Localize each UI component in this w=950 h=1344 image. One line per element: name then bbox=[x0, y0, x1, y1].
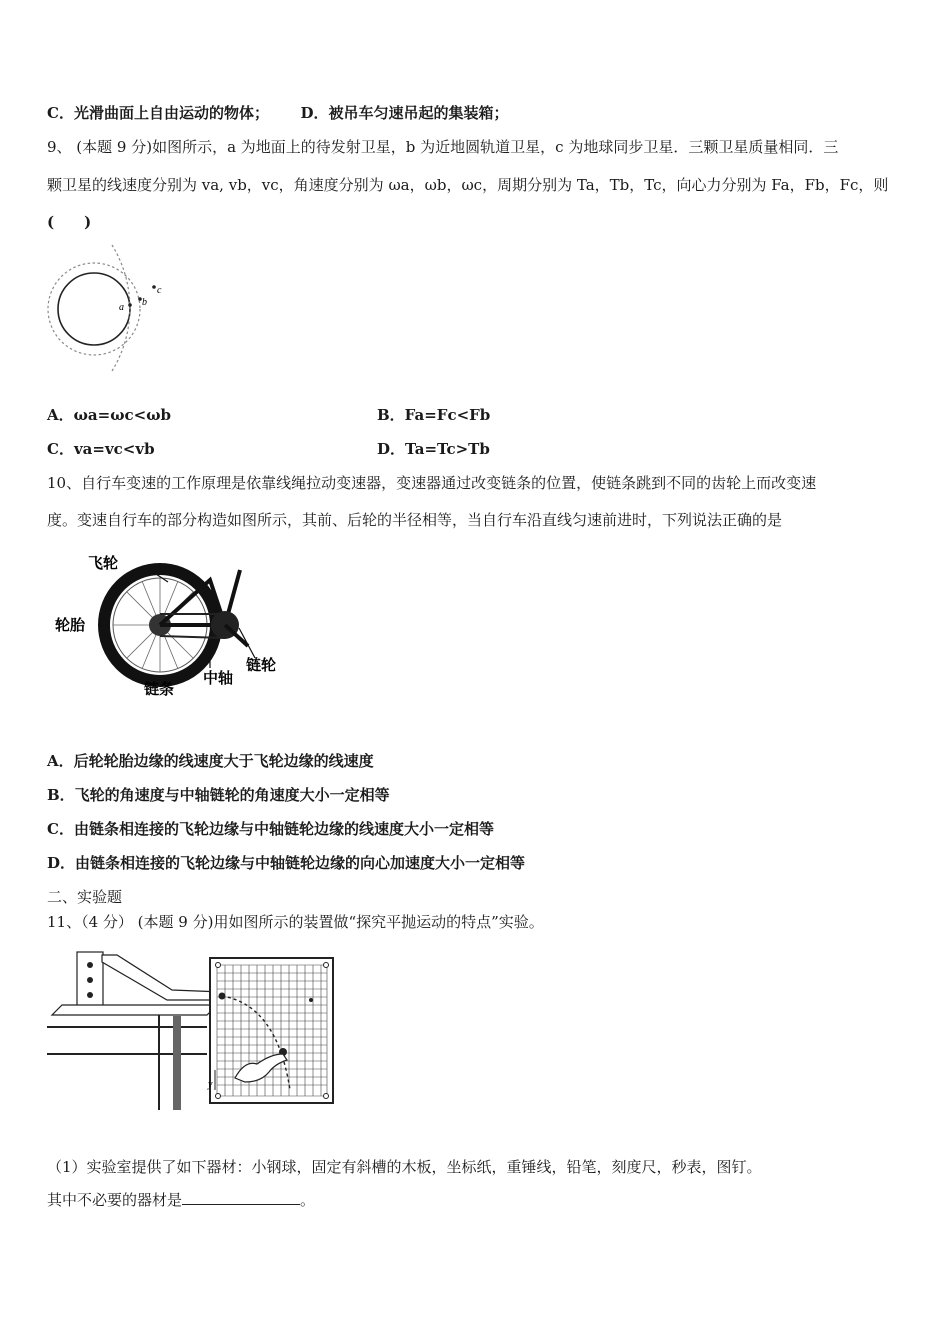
bicycle-figure bbox=[50, 550, 300, 700]
q10-option-c: C．由链条相连接的飞轮边缘与中轴链轮边缘的线速度大小一定相等 bbox=[47, 820, 494, 838]
label-chain: 链条 bbox=[144, 680, 175, 698]
label-tire: 轮胎 bbox=[55, 616, 86, 634]
section-title-experiment: 二、实验题 bbox=[47, 888, 123, 906]
inclined-trough bbox=[102, 955, 222, 1000]
q9-stem-line2: 颗卫星的线速度分别为 va, vb，vc，角速度分别为 ωa，ωb，ωc，周期分别为 Ta，Tb，Tc，向心力分别为 Fa，Fb，Fc，则 bbox=[47, 176, 889, 194]
label-y-axis: y bbox=[208, 1079, 213, 1090]
post bbox=[173, 1016, 181, 1110]
projectile-apparatus-figure bbox=[47, 950, 337, 1115]
q9-option-b: B．Fa=Fc<Fb bbox=[377, 406, 491, 424]
q8-option-row bbox=[47, 103, 509, 123]
label-flywheel: 飞轮 bbox=[88, 554, 119, 572]
q11-stem: 11、（4 分） (本题 9 分)用如图所示的装置做“探究平抛运动的特点”实验。 bbox=[47, 913, 544, 931]
q9-stem-line1: 9、 (本题 9 分)如图所示，a 为地面上的待发射卫星，b 为近地圆轨道卫星，c 为地球同步卫星．三颗卫星质量相同．三 bbox=[47, 138, 839, 156]
q10-option-a: A．后轮轮胎边缘的线速度大于飞轮边缘的线速度 bbox=[47, 752, 374, 770]
q11-part1: （1）实验室提供了如下器材：小钢球，固定有斜槽的木板，坐标纸，重锤线，铅笔，刻度尺，秒表，图钉。 bbox=[47, 1158, 762, 1176]
q11-question-suffix: 。 bbox=[300, 1191, 316, 1209]
table-rail bbox=[47, 1026, 207, 1028]
mark-dot bbox=[309, 998, 313, 1002]
near-earth-orbit bbox=[48, 263, 140, 355]
q8-option-d: D．被吊车匀速吊起的集装箱； bbox=[300, 104, 509, 122]
q10-stem-line1: 10、自行车变速的工作原理是依靠线绳拉动变速器，变速器通过改变链条的位置，使链条跳到不同的齿轮上而改变速 bbox=[47, 474, 817, 492]
q10-option-b: B．飞轮的角速度与中轴链轮的角速度大小一定相等 bbox=[47, 786, 390, 804]
q8-option-c: C．光滑曲面上自由运动的物体； bbox=[47, 104, 269, 122]
sprocket-pointer bbox=[239, 628, 255, 658]
satellite-a-dot bbox=[128, 303, 132, 307]
label-b: b bbox=[142, 297, 147, 308]
label-c: c bbox=[157, 285, 162, 296]
ball-start bbox=[219, 993, 226, 1000]
q11-part1-question bbox=[47, 1190, 315, 1210]
orbit-figure bbox=[44, 243, 169, 375]
table-rail-lower bbox=[47, 1053, 207, 1055]
q9-option-a: A．ωa=ωc<ωb bbox=[47, 406, 171, 424]
q11-question-prefix: 其中不必要的器材是 bbox=[47, 1191, 183, 1209]
q9-answer-paren: ( ) bbox=[47, 213, 92, 231]
q10-stem-line2: 度。变速自行车的部分构造如图所示，其前、后轮的半径相等，当自行车沿直线匀速前进时，下列说法正确的是 bbox=[47, 511, 783, 529]
answer-blank[interactable] bbox=[182, 1190, 300, 1205]
label-axle: 中轴 bbox=[203, 669, 234, 687]
label-a: a bbox=[119, 302, 124, 313]
q9-option-c: C．va=vc<vb bbox=[47, 440, 155, 458]
table-top bbox=[52, 1005, 217, 1015]
satellite-c-dot bbox=[152, 285, 156, 289]
q9-option-d: D．Ta=Tc>Tb bbox=[377, 440, 490, 458]
q10-option-d: D．由链条相连接的飞轮边缘与中轴链轮边缘的向心加速度大小一定相等 bbox=[47, 854, 526, 872]
label-sprocket: 链轮 bbox=[246, 656, 277, 674]
